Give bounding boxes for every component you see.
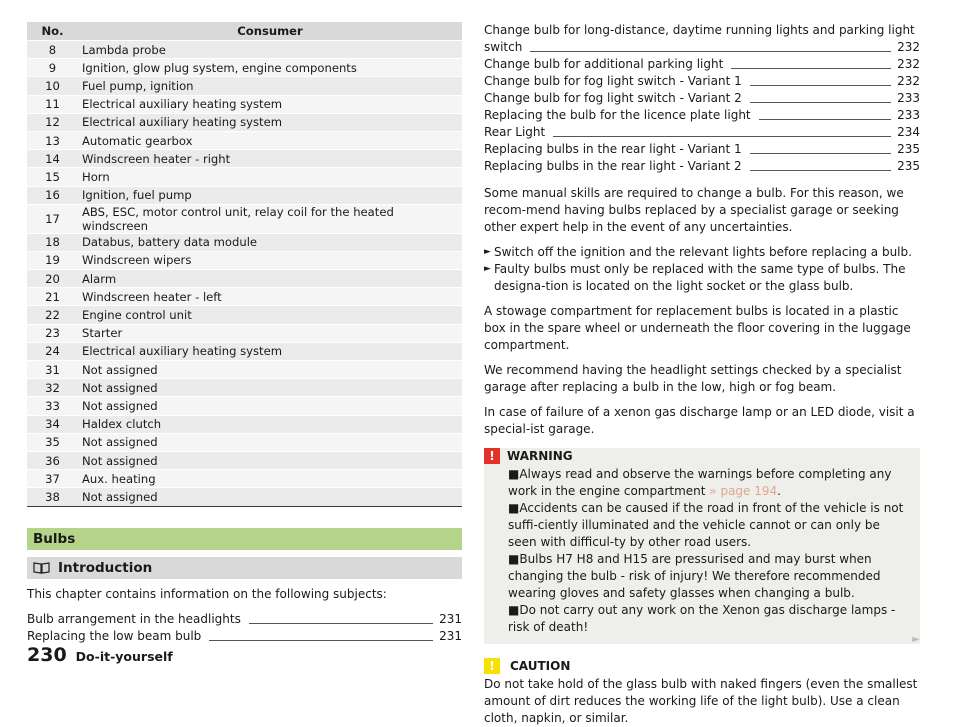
consumer-name: Not assigned [78, 488, 462, 506]
table-row [27, 131, 462, 149]
toc-entry[interactable] [484, 90, 920, 107]
para-headlight: We recommend having the headlight settings checked by a specialist garage after replacing a bulb in the low, high or fog beam. [484, 363, 902, 394]
fuse-number: 12 [27, 113, 78, 131]
bullet-text: Switch off the ignition and the relevant lights before replacing a bulb. [494, 245, 912, 259]
para-skills: Some manual skills are required to change a bulb. For this reason, we recom-mend having bulbs replaced by a specialist garage or seeking other expert help in the event of any uncertainties. [484, 186, 904, 234]
square-bullet: ■ [508, 467, 520, 481]
toc-entry[interactable] [484, 73, 920, 90]
page-footer [27, 644, 173, 666]
fuse-number: 11 [27, 95, 78, 113]
table-row [27, 433, 462, 451]
consumer-name: Not assigned [78, 451, 462, 469]
bullet-list [484, 244, 920, 295]
para-stowage: A stowage compartment for replacement bulbs is located in a plastic box in the spare wheel or underneath the floor covering in the luggage compartment. [484, 304, 911, 352]
warning-item-text: Do not carry out any work on the Xenon gas discharge lamps - risk of death! [508, 603, 896, 634]
table-row [27, 113, 462, 131]
warning-box [484, 448, 920, 644]
toc-entry[interactable] [27, 628, 462, 645]
fuse-number: 18 [27, 233, 78, 251]
para-xenon: In case of failure of a xenon gas discharge lamp or an LED diode, visit a special-ist garage. [484, 405, 915, 436]
toc-entry-page: 235 [897, 142, 920, 156]
toc-left [27, 611, 462, 645]
table-row [27, 77, 462, 95]
square-bullet: ■ [508, 552, 520, 566]
table-row [27, 415, 462, 433]
table-row [27, 150, 462, 168]
toc-leader-line [750, 85, 891, 86]
toc-leader-line [249, 623, 433, 624]
table-row [27, 59, 462, 77]
fuse-number: 9 [27, 59, 78, 77]
consumer-name: Fuel pump, ignition [78, 77, 462, 95]
warning-item-text: Accidents can be caused if the road in front of the vehicle is not suffi-ciently illuminated and the vehicle cannot or can only be seen with difficul-ty by other road users. [508, 501, 904, 549]
bullet-text: Faulty bulbs must only be replaced with the same type of bulbs. The designa-tion is located on the light socket or the glass bulb. [494, 262, 906, 293]
header-no: No. [27, 22, 78, 41]
exclamation-icon: ! [484, 658, 500, 674]
fuse-number: 36 [27, 451, 78, 469]
fuse-number: 22 [27, 306, 78, 324]
toc-leader-line [750, 153, 891, 154]
consumer-name: Lambda probe [78, 41, 462, 59]
toc-leader-line [731, 68, 891, 69]
warning-item [508, 500, 910, 551]
consumer-name: Not assigned [78, 379, 462, 397]
fuse-number: 31 [27, 361, 78, 379]
consumer-name: Electrical auxiliary heating system [78, 342, 462, 360]
exclamation-icon: ! [484, 448, 500, 464]
table-header-row [27, 22, 462, 41]
consumer-name: Windscreen wipers [78, 251, 462, 269]
toc-entry[interactable] [484, 158, 920, 175]
consumer-name: Alarm [78, 270, 462, 288]
book-icon [33, 561, 50, 574]
toc-entry-page: 231 [439, 611, 462, 626]
fuse-number: 37 [27, 470, 78, 488]
fuse-number: 21 [27, 288, 78, 306]
toc-entry[interactable] [484, 141, 920, 158]
toc-entry-title: Rear Light [484, 125, 546, 139]
warning-item [508, 602, 910, 636]
toc-entry-page: 232 [897, 57, 920, 71]
caution-header [484, 658, 920, 674]
fuse-number: 8 [27, 41, 78, 59]
triangle-right-icon[interactable]: ► [912, 634, 920, 645]
fuse-number: 13 [27, 131, 78, 149]
toc-entry-title: Change bulb for additional parking light [484, 57, 724, 71]
toc-entry-title: Change bulb for fog light switch - Variant 1 [484, 74, 742, 88]
toc-entry-title: Change bulb for fog light switch - Variant 2 [484, 91, 742, 105]
consumer-name: Horn [78, 168, 462, 186]
fuse-number: 24 [27, 342, 78, 360]
bullet-item [484, 261, 920, 295]
toc-entry-page: 235 [897, 159, 920, 173]
consumer-name: Electrical auxiliary heating system [78, 113, 462, 131]
table-row [27, 270, 462, 288]
table-row [27, 41, 462, 59]
bulbs-heading: Bulbs [27, 528, 462, 550]
toc-entry-title: Replacing bulbs in the rear light - Variant 1 [484, 142, 742, 156]
table-row [27, 288, 462, 306]
toc-entry[interactable] [27, 611, 462, 628]
table-row [27, 470, 462, 488]
toc-entry-page: 232 [897, 40, 920, 54]
right-column [484, 22, 920, 727]
table-row [27, 488, 462, 506]
toc-leader-line [530, 51, 891, 52]
fuse-number: 14 [27, 150, 78, 168]
table-row [27, 204, 462, 233]
toc-entry-title: switch [484, 40, 523, 54]
bullet-triangle-icon: ► [484, 264, 491, 274]
introduction-heading [27, 557, 462, 579]
fuse-number: 32 [27, 379, 78, 397]
toc-entry[interactable] [484, 39, 920, 56]
fuse-number: 20 [27, 270, 78, 288]
fuse-number: 19 [27, 251, 78, 269]
table-row [27, 251, 462, 269]
page-reference-link[interactable]: » page 194 [709, 484, 778, 498]
bullet-triangle-icon: ► [484, 247, 491, 257]
fuse-number: 35 [27, 433, 78, 451]
toc-leader-line [553, 136, 891, 137]
toc-entry-title: Replacing the low beam bulb [27, 628, 202, 643]
caution-text: Do not take hold of the glass bulb with naked fingers (even the smallest amount of dirt reduces the working life of the light bulb). Use a clean cloth, napkin, or similar. [484, 677, 918, 725]
fuse-number: 23 [27, 324, 78, 342]
consumer-name: Windscreen heater - left [78, 288, 462, 306]
consumer-name: Ignition, glow plug system, engine components [78, 59, 462, 77]
header-consumer: Consumer [78, 22, 462, 41]
toc-leader-line [209, 640, 433, 641]
toc-entry[interactable] [484, 124, 920, 141]
consumer-name: ABS, ESC, motor control unit, relay coil for the heated windscreen [78, 204, 462, 233]
toc-leader-line [750, 102, 891, 103]
fuse-number: 10 [27, 77, 78, 95]
consumer-name: Aux. heating [78, 470, 462, 488]
table-row [27, 186, 462, 204]
table-row [27, 397, 462, 415]
warning-header [484, 448, 910, 464]
consumer-name: Starter [78, 324, 462, 342]
consumer-name: Not assigned [78, 433, 462, 451]
toc-entry-page: 231 [439, 628, 462, 643]
toc-entry-page: 233 [897, 91, 920, 105]
caution-title: CAUTION [510, 659, 571, 673]
warning-item-suffix: . [777, 484, 781, 498]
consumer-name: Windscreen heater - right [78, 150, 462, 168]
table-row [27, 233, 462, 251]
fuse-number: 16 [27, 186, 78, 204]
square-bullet: ■ [508, 501, 520, 515]
table-row [27, 324, 462, 342]
toc-entry-title: Bulb arrangement in the headlights [27, 611, 241, 626]
warning-body [494, 464, 910, 636]
consumer-name: Electrical auxiliary heating system [78, 95, 462, 113]
warning-title: WARNING [507, 449, 573, 463]
table-row [27, 306, 462, 324]
toc-entry[interactable] [484, 107, 920, 124]
consumer-name: Not assigned [78, 361, 462, 379]
consumer-name: Ignition, fuel pump [78, 186, 462, 204]
toc-entry-title: Replacing bulbs in the rear light - Variant 2 [484, 159, 742, 173]
warning-item [508, 466, 910, 500]
toc-entry-page: 233 [897, 108, 920, 122]
table-row [27, 361, 462, 379]
toc-leader-line [750, 170, 891, 171]
left-column [27, 22, 462, 645]
table-row [27, 342, 462, 360]
introduction-title: Introduction [58, 559, 153, 576]
consumer-name: Engine control unit [78, 306, 462, 324]
page-number: 230 [27, 644, 67, 666]
table-row [27, 379, 462, 397]
toc-entry-page: 232 [897, 74, 920, 88]
consumer-name: Databus, battery data module [78, 233, 462, 251]
table-row [27, 168, 462, 186]
fuse-number: 38 [27, 488, 78, 506]
toc-entry-title: Replacing the bulb for the licence plate light [484, 108, 751, 122]
fuse-consumer-table [27, 22, 462, 507]
toc-entry-first-line: Change bulb for long-distance, daytime running lights and parking light [484, 23, 915, 37]
warning-item-text: Bulbs H7 H8 and H15 are pressurised and may burst when changing the bulb - risk of injury! We therefore recommended wearing gloves and safety glasses when changing a bulb. [508, 552, 881, 600]
fuse-number: 17 [27, 204, 78, 233]
toc-right [484, 39, 920, 175]
square-bullet: ■ [508, 603, 520, 617]
fuse-number: 33 [27, 397, 78, 415]
table-body [27, 41, 462, 507]
fuse-number: 15 [27, 168, 78, 186]
fuse-number: 34 [27, 415, 78, 433]
intro-text: This chapter contains information on the following subjects: [27, 586, 387, 601]
consumer-name: Haldex clutch [78, 415, 462, 433]
consumer-name: Not assigned [78, 397, 462, 415]
toc-entry-page: 234 [897, 125, 920, 139]
toc-entry[interactable] [484, 56, 920, 73]
bullet-item [484, 244, 920, 261]
warning-item-text: Always read and observe the warnings before completing any work in the engine compartment [508, 467, 892, 498]
table-row [27, 95, 462, 113]
table-row [27, 451, 462, 469]
section-name: Do-it-yourself [75, 649, 173, 664]
consumer-name: Automatic gearbox [78, 131, 462, 149]
toc-leader-line [759, 119, 891, 120]
warning-item [508, 551, 910, 602]
